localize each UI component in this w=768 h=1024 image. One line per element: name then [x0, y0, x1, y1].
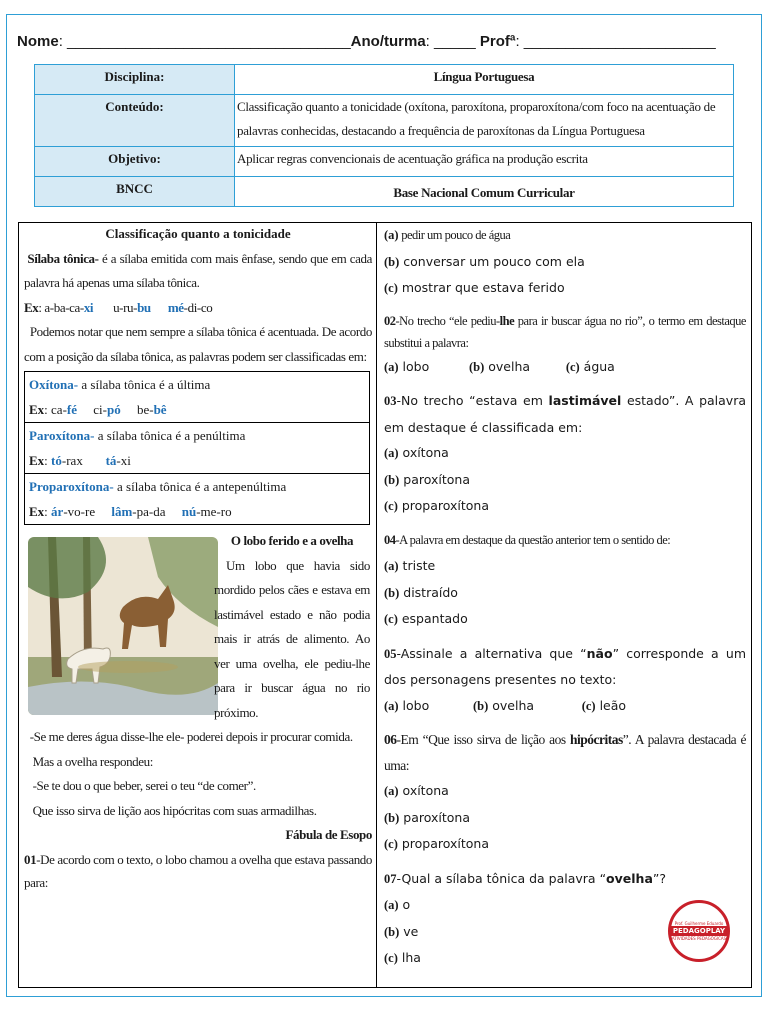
conteudo-value: Classificação quanto a tonicidade (oxítona, paroxítona, proparoxítona/com foco na acentuação de palavras conhecidas, destacando a frequência de paroxítonas da Língua Portuguesa — [235, 95, 734, 147]
nome-field[interactable]: : __________________________________ — [58, 33, 351, 50]
proparoxitona-cell: Proparoxítona- a sílaba tônica é a antepenúltima Ex: ár-vo-re lâm-pa-da nú-me-ro — [25, 474, 370, 525]
q02-option-b[interactable]: (b) ovelha — [469, 358, 531, 374]
silaba-text: é a sílaba emitida com mais ênfase, sendo que em cada palavra há apenas uma sílaba tônica. — [24, 250, 372, 290]
q02-option-c[interactable]: (c) água — [565, 358, 615, 374]
question-05: 05-Assinale a alternativa que “não” corresponde a um dos personagens presentes no texto: — [384, 645, 747, 687]
story-paragraph-3: Mas a ovelha respondeu: — [32, 753, 153, 769]
q05-option-b[interactable]: (b) ovelha — [472, 697, 535, 713]
q02-option-a[interactable]: (a) lobo — [384, 358, 430, 374]
q02-options — [384, 354, 746, 381]
paroxitona-cell: Paroxítona- a sílaba tônica é a penúltima Ex: tó-rax tá-xi — [25, 423, 370, 474]
objetivo-label: Objetivo: — [35, 147, 235, 177]
turma-field[interactable]: : _____ — [425, 33, 480, 50]
wolf-sheep-illustration — [28, 537, 218, 715]
story-paragraph-5: Que isso sirva de lição aos hipócritas com suas armadilhas. — [32, 802, 317, 818]
bncc-value: Base Nacional Comum Curricular — [235, 177, 734, 207]
oxitona-cell: Oxítona- a sílaba tônica é a última Ex: ca-fé ci-pó be-bê — [25, 372, 370, 423]
q05-option-c[interactable]: (c) leão — [581, 697, 627, 713]
question-06: 06-Em “Que isso sirva de lição aos hipócritas”. A palavra destacada é uma: — [384, 732, 746, 773]
section-title: Classificação quanto a tonicidade — [105, 226, 291, 241]
story-source: Fábula de Esopo — [285, 827, 372, 842]
column-divider — [376, 222, 377, 988]
story-block — [24, 529, 372, 725]
q05-option-a[interactable]: (a) lobo — [384, 697, 430, 713]
prof-label: Profª — [479, 33, 516, 50]
q03-option-b[interactable]: (b) paroxítona — [384, 471, 470, 487]
story-paragraph-2: -Se me deres água disse-lhe ele- poderei depois ir procurar comida. — [29, 729, 353, 744]
nome-label: Nome — [17, 33, 59, 50]
question-07: 07-Qual a sílaba tônica da palavra “ovelha”? — [384, 870, 667, 886]
question-03: 03-No trecho “estava em lastimável estado”. A palavra em destaque é classificada em: — [384, 393, 746, 435]
q03-option-c[interactable]: (c) proparoxítona — [384, 498, 490, 513]
question-01: 01-De acordo com o texto, o lobo chamou a ovelha que estava passando para: — [24, 851, 372, 890]
silaba-definition — [24, 247, 372, 296]
conteudo-label: Conteúdo: — [35, 95, 235, 147]
q06-option-c[interactable]: (c) proparoxítona — [384, 836, 490, 851]
q06-option-a[interactable]: (a) oxítona — [384, 783, 449, 798]
q07-option-c[interactable]: (c) lha — [384, 950, 421, 965]
q05-options — [384, 693, 746, 720]
story-paragraph-1: Um lobo que havia sido mordido pelos cães e estava em lastimável estado e não podia mais ir atrás de alimento. Ao ver uma ovelha, ele pediu-lhe para ir buscar água no rio próximo. — [214, 557, 370, 720]
q06-option-b[interactable]: (b) paroxítona — [384, 809, 470, 825]
story-title: O lobo ferido e a ovelha — [230, 533, 354, 548]
prof-field[interactable]: : _______________________ — [515, 33, 716, 50]
left-column — [24, 222, 372, 894]
turma-label: Ano/turma — [350, 33, 426, 50]
q04-option-a[interactable]: (a) triste — [384, 558, 436, 573]
question-04: 04-A palavra em destaque da questão anterior tem o sentido de: — [384, 532, 671, 547]
disciplina-value: Língua Portuguesa — [235, 65, 734, 95]
story-text — [214, 529, 370, 725]
q04-option-b[interactable]: (b) distraído — [384, 584, 458, 600]
story-paragraph-4: -Se te dou o que beber, serei o teu “de comer”. — [32, 778, 256, 793]
q01-option-b[interactable]: (b) conversar um pouco com ela — [384, 253, 585, 269]
q07-option-a[interactable]: (a) o — [384, 897, 411, 912]
silaba-label: Sílaba tônica- — [27, 250, 99, 266]
objetivo-value: Aplicar regras convencionais de acentuação gráfica na produção escrita — [235, 147, 734, 177]
right-column — [384, 222, 746, 972]
example-line: Ex: a-ba-ca-xi u-ru-bu mé-di-co — [24, 299, 213, 315]
pedagoplay-logo: Prof. Guilherme Eduardo PEDAGOPLAY ATIVIDADES PEDAGÓGICAS — [668, 900, 730, 962]
student-header — [17, 33, 757, 50]
disciplina-label: Disciplina: — [35, 65, 235, 95]
q01-option-c[interactable]: (c) mostrar que estava ferido — [384, 280, 565, 295]
info-table — [34, 64, 734, 207]
question-02: 02-No trecho “ele pediu-lhe para ir buscar água no rio”, o termo em destaque substitui a palavra: — [384, 313, 746, 350]
q04-option-c[interactable]: (c) espantado — [384, 611, 468, 626]
q07-option-b[interactable]: (b) ve — [384, 923, 419, 939]
notar-paragraph: Podemos notar que nem sempre a sílaba tônica é acentuada. De acordo com a posição da sílaba tônica, as palavras podem ser classificadas em: — [24, 324, 373, 364]
q01-option-a[interactable]: (a) pedir um pouco de água — [384, 228, 511, 242]
q03-option-a[interactable]: (a) oxítona — [384, 445, 449, 460]
bncc-label: BNCC — [35, 177, 235, 207]
classification-table — [24, 371, 370, 525]
